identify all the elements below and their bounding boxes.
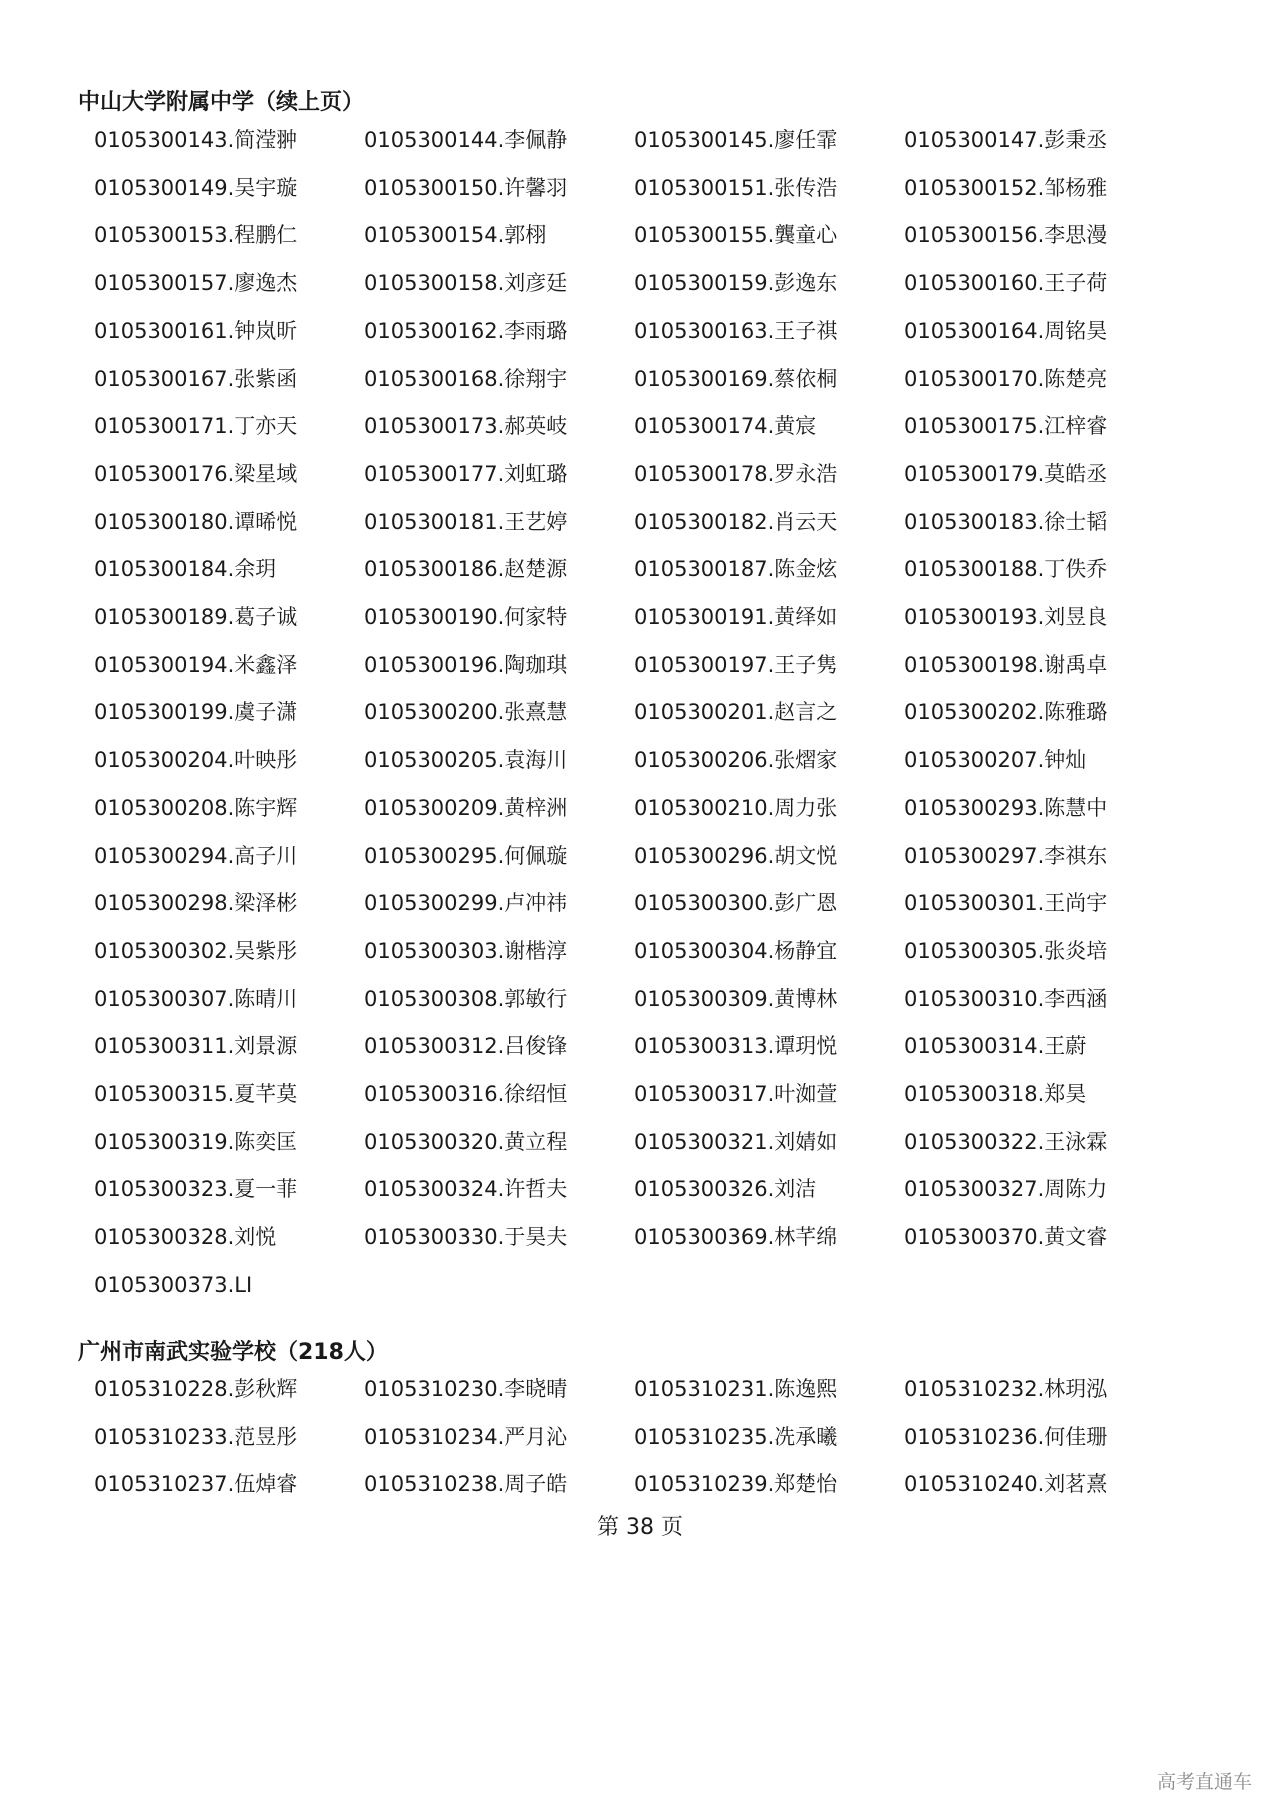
name-entry: 0105300202.陈雅璐 xyxy=(904,700,1108,725)
name-entry: 0105300307.陈晴川 xyxy=(94,986,298,1011)
name-entry: 0105300204.叶映彤 xyxy=(94,748,298,773)
name-entry: 0105310235.冼承曦 xyxy=(634,1424,838,1449)
name-entry: 0105300161.钟岚昕 xyxy=(94,318,298,343)
name-entry: 0105300180.谭晞悦 xyxy=(94,509,298,534)
name-entry: 0105310234.严月沁 xyxy=(364,1424,568,1449)
name-entry: 0105300144.李佩静 xyxy=(364,128,568,152)
name-entry: 0105300198.谢禹卓 xyxy=(904,652,1108,677)
name-entry: 0105300210.周力张 xyxy=(634,795,838,820)
name-entry: 0105300308.郭敏行 xyxy=(364,986,568,1011)
name-entry: 0105300305.张炎培 xyxy=(904,938,1108,963)
name-entry: 0105300295.何佩璇 xyxy=(364,843,568,868)
name-entry: 0105300298.梁泽彬 xyxy=(94,891,298,916)
name-entry: 0105300152.邹杨雅 xyxy=(904,175,1108,200)
name-entry: 0105300181.王艺婷 xyxy=(364,509,568,534)
name-entry: 0105310228.彭秋辉 xyxy=(94,1377,298,1401)
name-entry: 0105300182.肖云天 xyxy=(634,509,838,534)
name-entry: 0105300193.刘昱良 xyxy=(904,605,1108,629)
name-entry: 0105300326.刘洁 xyxy=(634,1177,817,1202)
name-entry: 0105300207.钟灿 xyxy=(904,748,1087,773)
name-entry: 0105300309.黄博林 xyxy=(634,986,838,1011)
name-entry: 0105300169.蔡依桐 xyxy=(634,366,838,391)
name-entry: 0105300201.赵言之 xyxy=(634,700,838,725)
name-entry: 0105300314.王蔚 xyxy=(904,1034,1087,1059)
name-entry: 0105300320.黄立程 xyxy=(364,1129,568,1154)
name-entry: 0105300168.徐翔宇 xyxy=(364,366,568,391)
name-entry: 0105300208.陈宇辉 xyxy=(94,795,298,820)
name-entry: 0105300200.张熹慧 xyxy=(364,700,568,725)
name-entry: 0105300154.郭栩 xyxy=(364,223,547,248)
name-entry: 0105300328.刘悦 xyxy=(94,1225,277,1250)
name-entry: 0105300369.林芊绵 xyxy=(634,1225,838,1250)
name-entry: 0105300171.丁亦天 xyxy=(94,414,298,439)
watermark: 高考直通车 xyxy=(1156,1771,1252,1793)
name-entry: 0105300312.吕俊锋 xyxy=(364,1034,568,1059)
name-entry: 0105300183.徐士韬 xyxy=(904,509,1108,534)
name-entry: 0105300178.罗永浩 xyxy=(634,461,838,486)
name-entry: 0105310240.刘茗熹 xyxy=(904,1472,1108,1497)
name-entry: 0105310238.周子皓 xyxy=(364,1472,568,1497)
name-entry: 0105300311.刘景源 xyxy=(94,1034,298,1059)
name-entry: 0105300327.周陈力 xyxy=(904,1177,1108,1202)
name-entry: 0105310233.范昱彤 xyxy=(94,1424,298,1449)
name-entry: 0105300296.胡文悦 xyxy=(634,843,838,868)
name-entry: 0105300179.莫皓丞 xyxy=(904,461,1108,486)
name-entry: 0105300159.彭逸东 xyxy=(634,271,838,296)
name-entry: 0105300313.谭玥悦 xyxy=(634,1034,838,1059)
name-entry: 0105300175.江梓睿 xyxy=(904,414,1108,439)
name-entry: 0105300322.王泳霖 xyxy=(904,1129,1108,1154)
name-entry: 0105300293.陈慧中 xyxy=(904,795,1108,820)
name-entry: 0105300164.周铭昊 xyxy=(904,318,1108,343)
name-entry: 0105300162.李雨璐 xyxy=(364,318,568,343)
name-entry: 0105310239.郑楚怡 xyxy=(634,1472,838,1497)
name-entry: 0105300150.许馨羽 xyxy=(364,175,568,200)
name-entry: 0105300184.余玥 xyxy=(94,557,277,582)
section-title-nanwu: 广州市南武实验学校（218人） xyxy=(78,1340,388,1365)
name-entry: 0105300160.王子荷 xyxy=(904,271,1108,296)
name-entry: 0105300153.程鹏仁 xyxy=(94,223,298,248)
section-title-zsdx: 中山大学附属中学（续上页） xyxy=(78,90,365,115)
name-entry: 0105300173.郝英岐 xyxy=(364,414,568,439)
name-entry: 0105300157.廖逸杰 xyxy=(94,271,298,296)
name-entry: 0105300177.刘虹璐 xyxy=(364,461,568,486)
name-entry: 0105300143.简滢翀 xyxy=(94,128,298,152)
name-entry: 0105300186.赵楚源 xyxy=(364,557,568,582)
name-entry: 0105310237.伍焯睿 xyxy=(94,1472,298,1497)
name-entry: 0105300196.陶珈琪 xyxy=(364,652,568,677)
name-entry: 0105300370.黄文睿 xyxy=(904,1225,1108,1250)
name-entry: 0105300197.王子隽 xyxy=(634,652,838,677)
name-entry: 0105300319.陈奕匡 xyxy=(94,1129,298,1154)
name-entry: 0105300191.黄绎如 xyxy=(634,605,838,629)
name-entry: 0105310231.陈逸熙 xyxy=(634,1377,838,1401)
name-entry: 0105300321.刘婧如 xyxy=(634,1129,838,1154)
name-entry: 0105300315.夏芊莫 xyxy=(94,1082,298,1106)
name-entry: 0105300318.郑昊 xyxy=(904,1082,1087,1106)
name-entry: 0105300176.梁星域 xyxy=(94,461,298,486)
name-entry: 0105300163.王子祺 xyxy=(634,318,838,343)
name-entry: 0105300310.李西涵 xyxy=(904,986,1108,1011)
name-entry: 0105300317.叶洳萱 xyxy=(634,1082,838,1106)
name-entry: 0105300158.刘彦廷 xyxy=(364,271,568,296)
name-entry: 0105300149.吴宇璇 xyxy=(94,175,298,200)
name-entry: 0105300151.张传浩 xyxy=(634,175,838,200)
name-entry: 0105300301.王尚宇 xyxy=(904,891,1108,916)
name-entry: 0105300300.彭广恩 xyxy=(634,891,838,916)
name-entry: 0105300188.丁佚乔 xyxy=(904,557,1108,582)
name-entry: 0105300316.徐绍恒 xyxy=(364,1082,568,1106)
name-entry: 0105300206.张熠家 xyxy=(634,748,838,773)
name-entry: 0105300373.LI xyxy=(94,1272,253,1297)
name-entry: 0105310236.何佳珊 xyxy=(904,1424,1108,1449)
name-entry: 0105300299.卢冲祎 xyxy=(364,891,568,916)
name-entry: 0105300294.高子川 xyxy=(94,843,298,868)
name-entry: 0105300302.吴紫彤 xyxy=(94,938,298,963)
name-entry: 0105300170.陈楚亮 xyxy=(904,366,1108,391)
name-entry: 0105300199.虞子潇 xyxy=(94,700,298,725)
name-entry: 0105300304.杨静宜 xyxy=(634,938,838,963)
page-number: 第 38 页 xyxy=(597,1515,683,1540)
name-entry: 0105300297.李祺东 xyxy=(904,843,1108,868)
name-entry: 0105310232.林玥泓 xyxy=(904,1377,1108,1401)
name-entry: 0105300209.黄梓洲 xyxy=(364,795,568,820)
name-entry: 0105300156.李思漫 xyxy=(904,223,1108,248)
name-entry: 0105300324.许哲夫 xyxy=(364,1177,568,1202)
name-entry: 0105300323.夏一菲 xyxy=(94,1177,298,1202)
name-entry: 0105300145.廖任霏 xyxy=(634,128,838,152)
name-entry: 0105300330.于昊夫 xyxy=(364,1225,568,1250)
name-entry: 0105300189.葛子诚 xyxy=(94,605,298,629)
name-entry: 0105300167.张紫函 xyxy=(94,366,298,391)
name-entry: 0105300147.彭秉丞 xyxy=(904,128,1108,152)
name-entry: 0105300174.黄宸 xyxy=(634,414,817,439)
name-entry: 0105300194.米鑫泽 xyxy=(94,652,298,677)
name-entry: 0105300155.龔童心 xyxy=(634,223,838,248)
name-entry: 0105300190.何家特 xyxy=(364,605,568,629)
name-entry: 0105300205.袁海川 xyxy=(364,748,568,773)
name-entry: 0105310230.李晓晴 xyxy=(364,1377,568,1401)
name-entry: 0105300303.谢楷淳 xyxy=(364,938,568,963)
name-entry: 0105300187.陈金炫 xyxy=(634,557,838,582)
